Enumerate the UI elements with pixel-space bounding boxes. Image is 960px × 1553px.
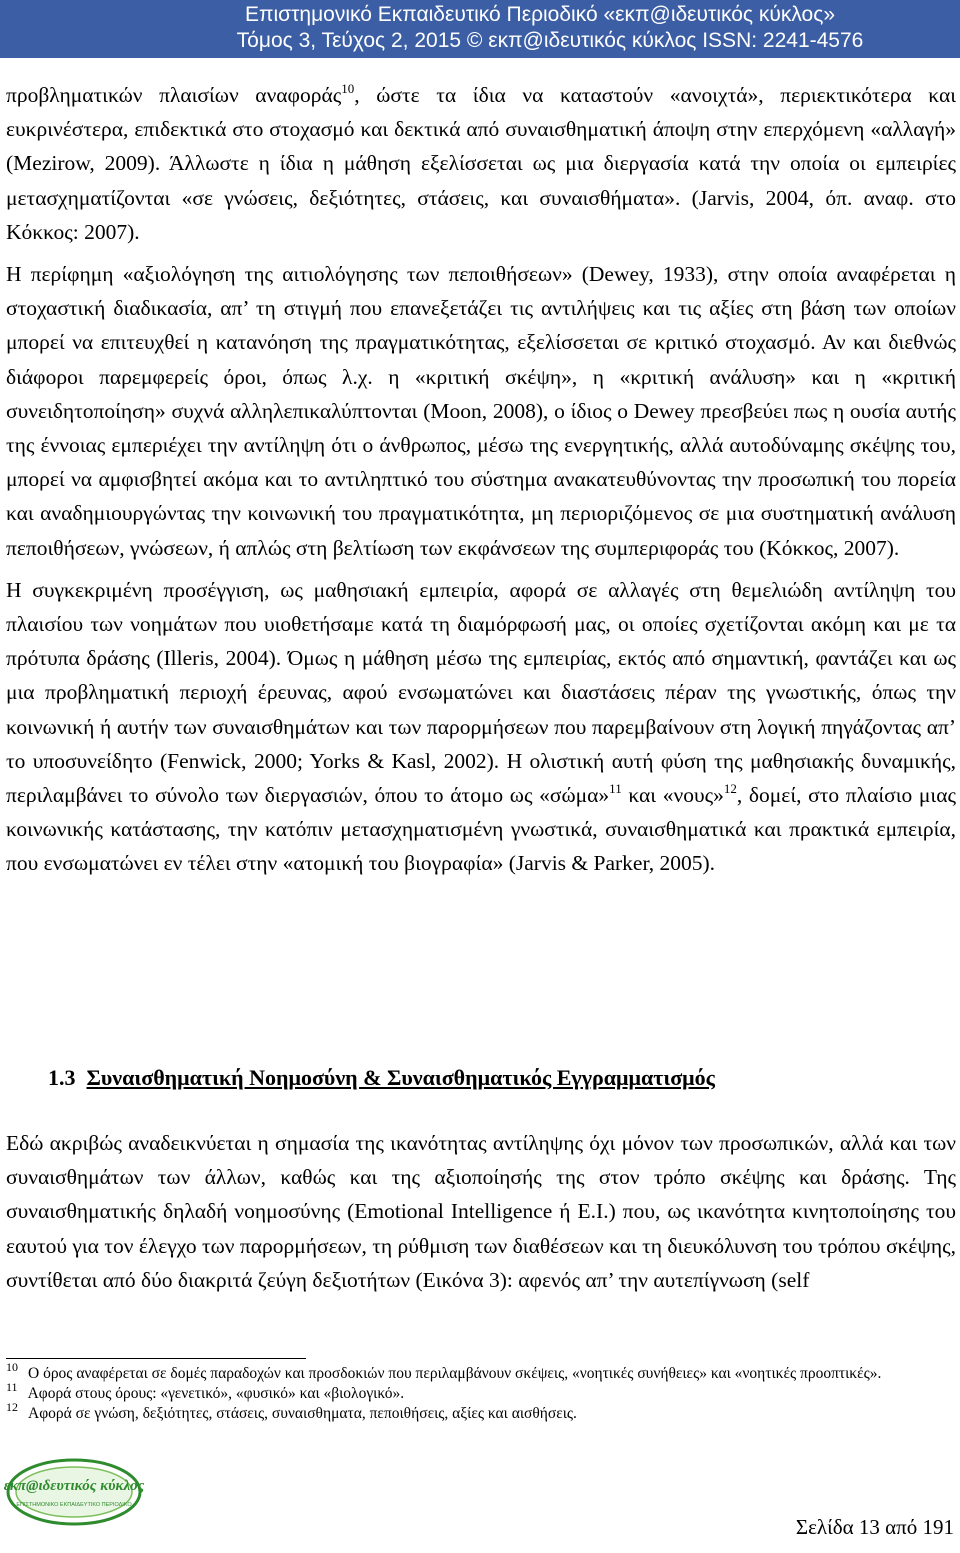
- footnote-10: $^{10}$ Ο όρος αναφέρεται σε δομές παραδοχών και προσδοκιών που περιλαμβάνουν σκέψεις, «νοητικές συνήθειες» και «νοητικές προοπτικές».: [6, 1360, 882, 1382]
- journal-volume-issn: Τόμος 3, Τεύχος 2, 2015 © εκπ@ιδευτικός κύκλος ISSN: 2241-4576: [236, 29, 864, 52]
- page-number: Σελίδα 13 από 191: [795, 1515, 954, 1539]
- paragraph-2: Η περίφημη «αξιολόγηση της αιτιολόγησης των πεποιθήσεων» (Dewey, 1933), στην οποία αναφέρεται η στοχαστική διαδικασία, απ’ τη στιγμή που επανεξετάζει τις αντιλήψεις και τις αξίες στη βάση των οποίων μπορεί να επιτευχθεί η κατανόηση της πραγματικότητας, εξελίσσεται σε κριτικό στοχασμό. Αν και διεθνώς διάφοροι παρεμφερείς όροι, όπως λ.χ. η «κριτική σκέψη», η «κριτική ανάλυση» και η «κριτική συνειδητοποίηση» συχνά αλληλεπικαλύπτονται (Moon, 2008), ο ίδιος ο Dewey πρεσβεύει πως η ουσία αυτής της έννοιας εμπεριέχει την αντίληψη ότι ο άνθρωπος, μέσω της ενεργητικής, αλλά αυτοδύναμης σκέψης του, μπορεί να αμφισβητεί ακόμα και το αντιληπτικό του σύστημα ανακατευθύνοντας την προσωπική του πορεία και αναδημιουργώντας την κοινωνική του πραγματικότητα, μη περιοριζόμενος σε μια συστηματική ανάλυση πεποιθήσεων, γνώσεων, ή απλώς στη βελτίωση των εκφάνσεων της συμπεριφοράς του (Κόκκος, 2007).: [6, 262, 956, 560]
- footnotes: [6, 1360, 954, 1424]
- section-title: Συναισθηματική Νοημοσύνη & Συναισθηματικός Εγγραμματισμός: [86, 1065, 715, 1090]
- section-body: [6, 1126, 956, 1297]
- footnote-12: $^{12}$ Αφορά σε γνώση, δεξιότητες, στάσεις, συναισθηματα, πεποιθήσεις, αξίες και αισθήσεις.: [6, 1400, 577, 1422]
- footnote-divider: [6, 1358, 306, 1359]
- article-body: [6, 78, 956, 881]
- footnote-ref-11[interactable]: 11: [609, 781, 622, 797]
- logo-wordmark: εκπ@ιδευτικός κύκλος: [4, 1478, 144, 1494]
- paragraph-3: Η συγκεκριμένη προσέγγιση, ως μαθησιακή εμπειρία, αφορά σε αλλαγές στη θεμελιώδη αντίληψη του πλαισίου των νοημάτων που υιοθετήσαμε κατά τη διαμόρφωσή μας, οι οποίες σχετίζονται ακόμη και με τα πρότυπα δράσης (Illeris, 2004). Όμως η μάθηση μέσω της εμπειρίας, εκτός από σημαντική, φαντάζει και ως μια προβληματική περιοχή έρευνας, αφού ενσωματώνει και διαστάσεις πέραν της γνωστικής, όπως την κοινωνική ή αυτήν των συναισθημάτων και των παρορμήσεων που παρεμβαίνουν στη λογική πηγάζοντας απ’ το υποσυνείδητο (Fenwick, 2000; Yorks & Kasl, 2002). Η ολιστική αυτή φύση της μαθησιακής δυναμικής, περιλαμβάνει το σύνολο των διεργασιών, όπου το άτομο ως «σώμα»$^{11}$ και «νους»$^{12}$, δομεί, στο πλαίσιο μιας κοινωνικής κατάστασης, την κατόπιν μετασχηματισμένη γνωστικά, συναισθηματικά και πρακτικά εμπειρία, που ενσωματώνει εν τέλει στην «ατομική του βιογραφία» (Jarvis & Parker, 2005).: [6, 577, 956, 876]
- section-number: 1.3: [48, 1065, 76, 1090]
- section-heading: [48, 1063, 948, 1093]
- journal-title: Επιστημονικό Εκπαιδευτικό Περιοδικό «εκπ@ιδευτικός κύκλος»: [244, 3, 836, 26]
- footnote-ref-10[interactable]: 10: [341, 81, 355, 96]
- footnote-11: $^{11}$ Αφορά στους όρους: «γενετικό», «φυσικό» και «βιολογικό».: [6, 1380, 405, 1402]
- footnote-ref-12[interactable]: 12: [723, 781, 737, 797]
- logo-subtext: ΕΠΙΣΤΗΜΟΝΙΚΟ ΕΚΠΑΙΔΕΥΤΙΚΟ ΠΕΡΙΟΔΙΚΟ: [16, 1502, 132, 1508]
- journal-logo: [4, 1452, 144, 1534]
- section-paragraph: Εδώ ακριβώς αναδεικνύεται η σημασία της ικανότητας αντίληψης όχι μόνον των προσωπικών, αλλά και των συναισθημάτων των άλλων, καθώς και της αξιοποίησής της στον τρόπο σκέψης και δράσης. Της συναισθηματικής δηλαδή νοημοσύνης (Emotional Intelligence ή E.I.) που, ως ικανότητα κινητοποίησης του εαυτού για τον έλεγχο των παρορμήσεων, τη ρύθμιση των διαθέσεων και τη διευκόλυνση του τρόπου σκέψης, συντίθεται από δύο διακριτά ζεύγη δεξιοτήτων (Εικόνα 3): αφενός απ’ την αυτεπίγνωση (self: [6, 1131, 956, 1292]
- paragraph-1: προβληματικών πλαισίων αναφοράς$^{10}$, ώστε τα ίδια να καταστούν «ανοιχτά», περιεκτικότερα και ευκρινέστερα, επιδεκτικά στο στοχασμό και δεκτικά από συναισθηματική άποψη στην επερχόμενη «αλλαγή» (Mezirow, 2009). Άλλωστε η ίδια η μάθηση εξελίσσεται ως μια διεργασία κατά την οποία οι εμπειρίες μετασχηματίζονται «σε γνώσεις, δεξιότητες, στάσεις, και συναισθήματα». (Jarvis, 2004, όπ. αναφ. στο Κόκκος: 2007).: [6, 81, 956, 244]
